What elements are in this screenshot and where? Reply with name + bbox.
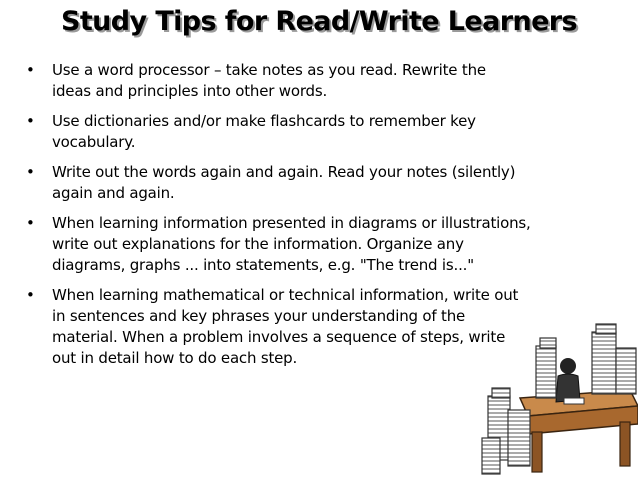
slide-title: Study Tips for Read/Write Learners: [61, 6, 577, 37]
bullet-item: [0, 60, 560, 102]
bullet-icon: •: [26, 61, 35, 79]
bullet-icon: •: [26, 286, 35, 304]
bullet-item: [0, 285, 560, 369]
bullet-icon: •: [26, 214, 35, 232]
bullet-item: [0, 213, 560, 276]
bullet-list: [0, 60, 560, 378]
bullet-item: [0, 162, 560, 204]
bullet-text: When learning mathematical or technical information, write out in sentences and key phrases your understanding of the material. When a problem involves a sequence of steps, write out in detail how to do each step.: [52, 286, 519, 367]
bullet-item: [0, 111, 560, 153]
bullet-text: Write out the words again and again. Read your notes (silently) again and again.: [52, 163, 516, 202]
bullet-icon: •: [26, 112, 35, 130]
bullet-text: Use a word processor – take notes as you read. Rewrite the ideas and principles into other words.: [52, 61, 486, 100]
person-at-desk-with-paper-stacks-icon: [480, 318, 638, 479]
bullet-icon: •: [26, 163, 35, 181]
bullet-text: Use dictionaries and/or make flashcards to remember key vocabulary.: [52, 112, 476, 151]
bullet-text: When learning information presented in diagrams or illustrations, write out explanations for the information. Organize any diagrams, graphs ... into statements, e.g. "The trend is...": [52, 214, 531, 274]
